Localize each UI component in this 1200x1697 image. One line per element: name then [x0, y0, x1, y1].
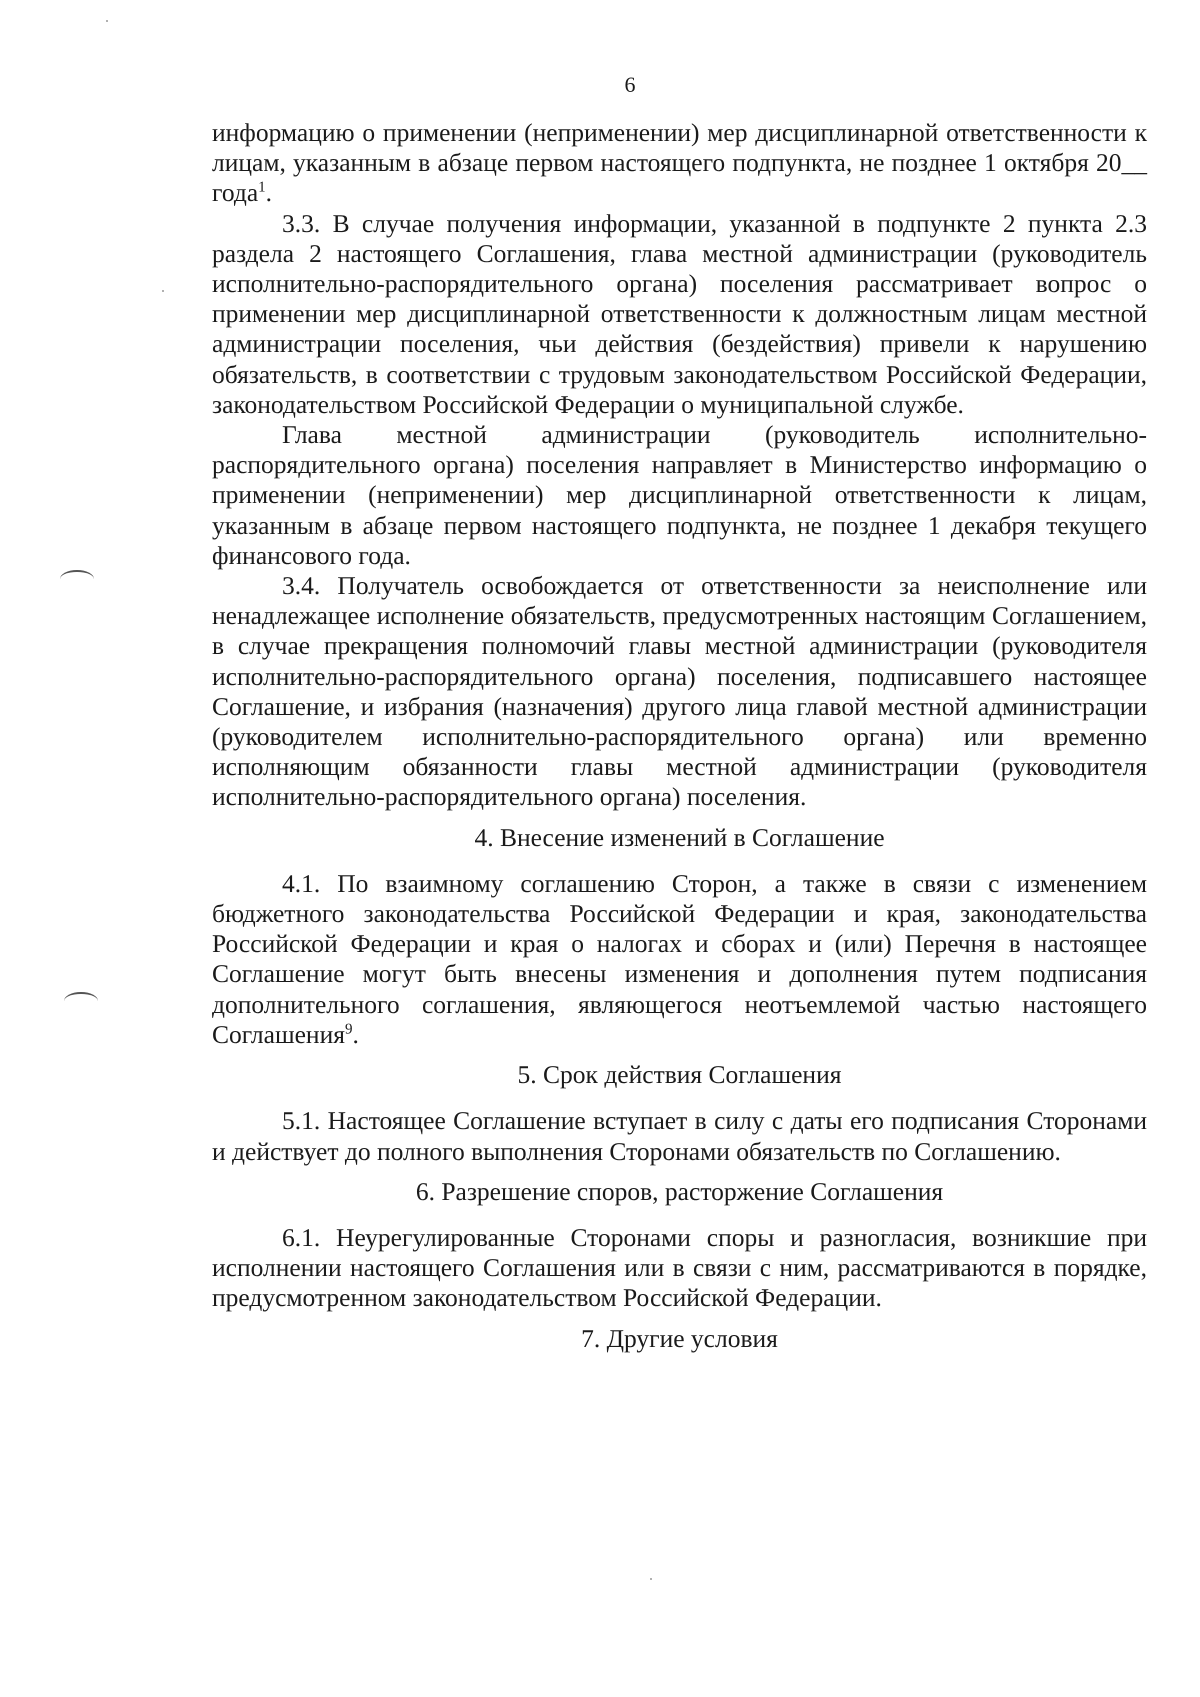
paragraph-continuation — [212, 118, 1147, 209]
scan-speck — [106, 20, 108, 22]
footnote-ref: 9 — [344, 1021, 353, 1038]
paragraph-6-1: 6.1. Неурегулированные Сторонами споры и разногласия, возникшие при исполнении настоящего Соглашения или в связи с ним, рассматриваются в порядке, предусмотренном законодательством Российской Федерации. — [212, 1222, 1147, 1313]
paragraph-5-1: 5.1. Настоящее Соглашение вступает в силу с даты его подписания Сторонами и действует до полного выполнения Сторонами обязательств по Соглашению. — [212, 1106, 1147, 1166]
section-heading-4: 4. Внесение изменений в Соглашение — [474, 822, 885, 852]
section-heading-5: 5. Срок действия Соглашения — [517, 1060, 842, 1090]
page-number: 6 — [624, 72, 636, 97]
paragraph-text: 4.1. По взаимному соглашению Сторон, а также в связи с изменением бюджетного законодательства Российской Федерации и края, законодательства Российской Федерации и края о налогах и сборах и (или) Перечня в настоящее Соглашение могут быть внесены изменения и дополнения путем подписания дополнительного соглашения, являющегося неотъемлемой частью настоящего Соглашения — [212, 868, 1147, 1049]
paragraph-3-3-second: Глава местной администрации (руководитель исполнительно-распорядительного органа) поселения направляет в Министерство информацию о применении (неприменении) мер дисциплинарной ответственности к лицам, указанным в абзаце первом настоящего подпункта, не позднее 1 декабря текущего финансового года. — [212, 420, 1147, 570]
section-heading-7: 7. Другие условия — [581, 1323, 778, 1353]
punch-mark-lower — [64, 992, 98, 1010]
paragraph-text: информацию о применении (неприменении) мер дисциплинарной ответственности к лицам, указанным в абзаце первом настоящего подпункта, не позднее 1 октября 20__ года — [212, 118, 1147, 208]
paragraph-punct: . — [265, 178, 273, 208]
paragraph-punct: . — [352, 1019, 359, 1049]
footnote-ref: 1 — [258, 179, 266, 196]
paragraph-4-1 — [212, 869, 1147, 1050]
section-heading-6: 6. Разрешение споров, расторжение Соглашения — [415, 1176, 944, 1206]
paragraph-3-3: 3.3. В случае получения информации, указанной в подпункте 2 пункта 2.3 раздела 2 настоящего Соглашения, глава местной администрации (руководитель исполнительно-распорядительного органа) поселения рассматривает вопрос о применении мер дисциплинарной ответственности к должностным лицам местной администрации поселения, чьи действия (бездействия) привели к нарушению обязательств, в соответствии с трудовым законодательством Российской Федерации, законодательством Российской Федерации о муниципальной службе. — [212, 208, 1147, 419]
document-body — [212, 118, 1147, 1370]
scan-speck — [162, 290, 164, 292]
scan-speck — [650, 1578, 652, 1580]
paragraph-3-4: 3.4. Получатель освобождается от ответственности за неисполнение или ненадлежащее исполнение обязательств, предусмотренных настоящим Соглашением, в случае прекращения полномочий главы местной администрации (руководителя исполнительно-распорядительного органа) поселения, подписавшего настоящее Соглашение, и избрания (назначения) другого лица главой местной администрации (руководителем исполнительно-распорядительного органа) или временно исполняющим обязанности главы местной администрации (руководителя исполнительно-распорядительного органа) поселения. — [212, 571, 1147, 812]
punch-mark-upper — [60, 570, 94, 588]
